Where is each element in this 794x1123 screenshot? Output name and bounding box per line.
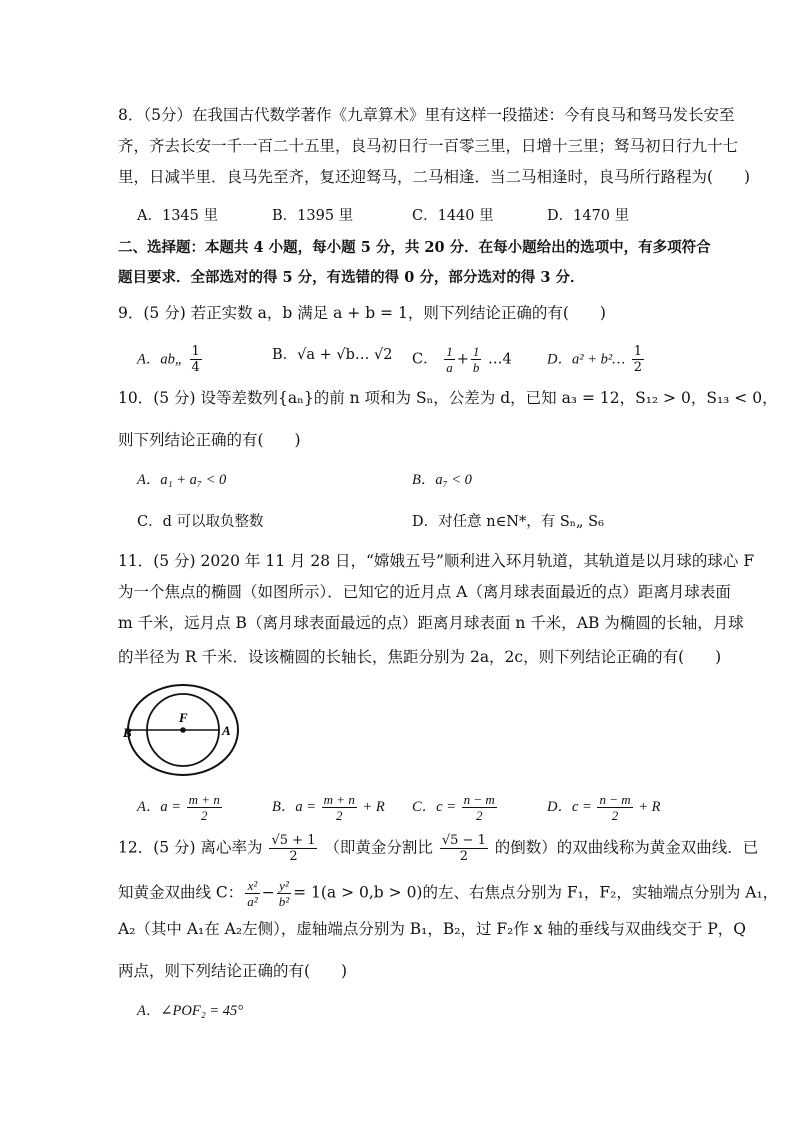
q12-option-a: A．∠POF₂ = 45° [137, 1003, 244, 1019]
q11-line-2: 为一个焦点的椭圆（如图所示）．已知它的近月点 A（离月球表面最近的点）距离月球表面 [118, 583, 731, 601]
q12-frac-2-den: 2 [440, 848, 488, 864]
q9-option-d-text: D．a² + b²… [547, 351, 626, 368]
q11-a-den: 2 [187, 807, 222, 823]
q12-l1-b: （即黄金分割比 [324, 838, 433, 857]
section2-line-1: 二、选择题：本题共 4 小题，每小题 5 分，共 20 分．在每小题给出的选项中，有多项符合 [118, 239, 711, 256]
q8-option-b: B．1395 里 [272, 208, 354, 224]
q11-option-d-end: + R [638, 798, 661, 815]
label-a: A [222, 723, 231, 738]
focus-point [180, 727, 186, 733]
q12-frac-x-den: a² [247, 894, 258, 909]
q11-line-3: m 千米，远月点 B（离月球表面最远的点）距离月球表面 n 千米，AB 为椭圆的长轴，月球 [118, 614, 744, 632]
q8-line-1: 8．（5分）在我国古代数学著作《九章算术》里有这样一段描述：今有良马和驽马发长安至 [118, 106, 735, 124]
q12-line-4: 两点，则下列结论正确的有( ) [118, 962, 348, 980]
q12-l2-a: 知黄金双曲线 C： [118, 883, 244, 902]
label-f: F [179, 710, 188, 725]
q9-d-num: 1 [633, 344, 642, 359]
q9-option-c: C． $\frac{1}{a}$ + $\frac{1}{b}$ …4 [412, 344, 512, 375]
q9-option-d-fraction [632, 344, 644, 375]
q12-frac-1-den: 2 [269, 848, 317, 864]
q11-a-num: m + n [188, 792, 220, 807]
q10-line-2: 则下列结论正确的有( ) [118, 431, 301, 449]
q8-option-c: C．1440 里 [412, 208, 494, 224]
q11-option-b [272, 792, 385, 823]
q10-option-c: C．d 可以取负整数 [137, 514, 264, 530]
orbit-figure [115, 682, 245, 780]
q12-frac-x-num: x² [247, 878, 258, 893]
q11-option-a-label: A．a = [137, 798, 182, 815]
q11-b-den: 2 [322, 807, 357, 823]
q10-option-b: B．a₇ < 0 [412, 472, 472, 488]
q11-c-num: n − m [463, 792, 495, 807]
q8-line-2: 齐，齐去长安一千一百二十五里，良马初日行一百零三里，日增十三里；驽马初日行九十七 [118, 137, 739, 155]
q9-d-den: 2 [633, 360, 642, 375]
q11-d-den: 2 [597, 807, 632, 823]
q12-frac-y-den: b² [278, 894, 290, 909]
q11-option-a [137, 792, 224, 823]
q10-option-a: A．a₁ + a₇ < 0 [137, 472, 227, 488]
q10-stem: 10．(5 分) 设等差数列{aₙ}的前 n 项和为 Sₙ，公差为 d，已知 a₃ = 12，S₁₂ > 0，S₁₃ < 0， [118, 389, 778, 407]
q12-frac-1-num: √5 + 1 [271, 833, 316, 848]
q10-option-d: D．对任意 n∈N*，有 Sₙ„ S₆ [412, 514, 604, 530]
q12-frac-2-num: √5 − 1 [441, 833, 486, 848]
q11-option-c [412, 792, 499, 823]
q11-line-4: 的半径为 R 千米．设该椭圆的长轴长，焦距分别为 2a，2c，则下列结论正确的有( ) [118, 648, 722, 666]
q9-a-num: 1 [191, 344, 200, 359]
q8-option-d: D．1470 里 [547, 208, 630, 224]
section2-line-2: 题目要求．全部选对的得 5 分，有选错的得 0 分，部分选对的得 3 分． [118, 269, 585, 286]
label-b: B [123, 725, 132, 740]
q12-l1-c: 的倒数）的双曲线称为黄金双曲线．已 [494, 838, 759, 857]
q9-a-den: 4 [191, 360, 200, 375]
q12-l2-minus: − [261, 883, 275, 902]
q9-option-c-frac-1: $\frac{1}{a}$ [446, 344, 453, 375]
q12-frac-2 [440, 833, 488, 864]
q8-line-3: 里，日减半里．良马先至齐，复还迎驽马，二马相逢．当二马相逢时，良马所行路程为( ) [118, 168, 751, 186]
q11-option-b-frac [322, 792, 357, 823]
q9-option-c-end: …4 [487, 351, 512, 368]
q8-option-a: A．1345 里 [137, 208, 218, 224]
q12-line-2 [118, 878, 778, 909]
q9-option-c-label: C． [412, 351, 438, 368]
q11-option-b-end: + R [362, 798, 385, 815]
q9-stem: 9．(5 分) 若正实数 a，b 满足 a + b = 1，则下列结论正确的有( ) [118, 304, 606, 322]
q9-option-a [137, 344, 204, 375]
q12-frac-1 [269, 833, 317, 864]
q11-option-a-frac [187, 792, 222, 823]
q11-option-c-frac [462, 792, 497, 823]
q12-line-1 [118, 833, 758, 864]
q9-option-d [547, 344, 646, 375]
q11-option-d-label: D．c = [547, 798, 592, 815]
q12-frac-x [245, 878, 259, 909]
q11-option-d [547, 792, 661, 823]
q9-option-c-frac-2: $\frac{1}{b}$ [472, 344, 480, 375]
q9-option-a-fraction [190, 344, 202, 375]
q12-line-3: A₂（其中 A₁在 A₂左侧），虚轴端点分别为 B₁，B₂，过 F₂作 x 轴的垂线与双曲线交于 P，Q [118, 920, 747, 938]
q12-frac-y [277, 878, 291, 909]
q11-d-num: n − m [599, 792, 631, 807]
q11-b-num: m + n [323, 792, 355, 807]
q11-option-d-frac [597, 792, 632, 823]
q12-l1-a: 12．(5 分) 离心率为 [118, 838, 263, 857]
q12-l2-b: = 1(a > 0,b > 0)的左、右焦点分别为 F₁，F₂，实轴端点分别为 A₁， [293, 883, 779, 902]
q11-line-1: 11．(5 分) 2020 年 11 月 28 日，“嫦娥五号”顺利进入环月轨道，其轨道是以月球的球心 F [118, 552, 755, 570]
q9-option-a-text: A．ab„ [137, 351, 183, 368]
q12-frac-y-num: y² [279, 878, 289, 893]
q11-option-c-label: C．c = [412, 798, 457, 815]
q11-option-b-label: B．a = [272, 798, 317, 815]
q9-option-b: B．√a + √b… √2 [272, 347, 393, 363]
q11-c-den: 2 [462, 807, 497, 823]
